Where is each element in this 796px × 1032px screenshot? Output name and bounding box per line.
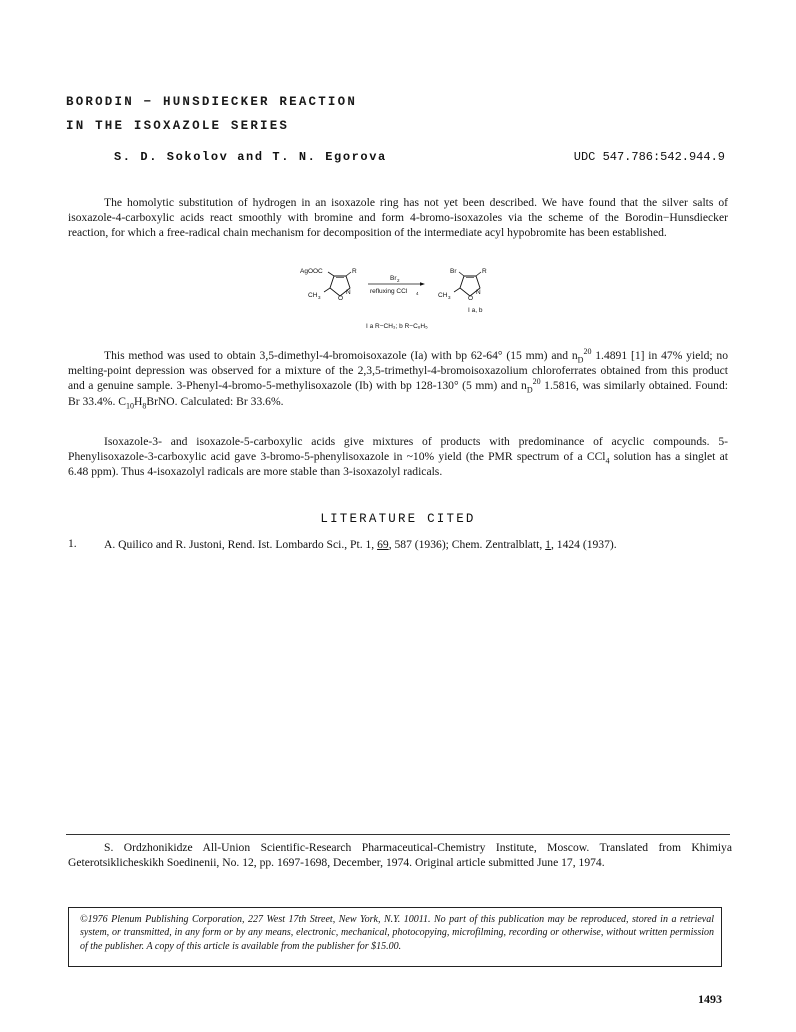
- reagent-top: Br: [390, 275, 397, 282]
- para2-text-c-mid: H: [133, 394, 143, 408]
- product-structure: [438, 268, 487, 314]
- paragraph-2: [68, 348, 728, 409]
- reactant-substituent: R: [352, 268, 357, 275]
- para2-sub-a: D: [577, 355, 584, 365]
- title-line-2: IN THE ISOXAZOLE SERIES: [66, 119, 290, 133]
- reactant-methyl-sub: 3: [318, 295, 321, 300]
- product-methyl: CH: [438, 292, 448, 299]
- product-label: I a, b: [468, 307, 483, 314]
- para2-sub-c2: 8: [142, 400, 147, 410]
- para2-text-d: BrNO. Calculated: Br 33.6%.: [146, 394, 284, 408]
- footnote-rule: [66, 834, 730, 835]
- abstract-paragraph: [68, 195, 728, 241]
- reference-entry: [104, 537, 724, 552]
- reaction-scheme: [280, 264, 520, 334]
- para2-sup-a: 20: [583, 347, 592, 357]
- reagent-top-sub: 2: [397, 278, 400, 283]
- reactant-ring-n: N: [346, 289, 351, 296]
- reactant-structure: [300, 268, 357, 302]
- product-methyl-sub: 3: [448, 295, 451, 300]
- reference-text-mid: , 587 (1936); Chem. Zentralblatt,: [388, 538, 546, 551]
- para2-text-b: 1.4891 [1] in 47% yield; no melting-point depression was observed for a mixture of the 2,3,5-trimethyl-4-bromoisoxazolium chloroferrates obtained from this product and a genuine sample. 3-Phenyl-4-bromo-5-methylisoxazole (Ib) with bp 128-130° (5 mm) and n: [68, 349, 728, 393]
- page-number: 1493: [698, 992, 722, 1006]
- product-ring-n: N: [476, 289, 481, 296]
- reaction-arrow: [368, 275, 425, 296]
- product-group: Br: [450, 268, 457, 275]
- para3-sub-a: 4: [605, 456, 610, 466]
- copyright-text: ©1976 Plenum Publishing Corporation, 227 West 17th Street, New York, N.Y. 10011. No part of this publication may be reproduced, stored in a retrieval system, or transmitted, in any form or by any means, electronic, mechanical, photocopying, microfilming, recording or otherwise, without written permission of the publisher. A copy of this article is available from the publisher for $15.00.: [80, 914, 714, 952]
- reagent-bottom: refluxing CCl: [370, 288, 408, 295]
- para2-sup-b: 20: [532, 377, 541, 387]
- reference-text-post: , 1424 (1937).: [550, 538, 617, 551]
- reference-number: 1.: [68, 537, 77, 550]
- reference-text-pre: A. Quilico and R. Justoni, Rend. Ist. Lombardo Sci., Pt. 1,: [104, 538, 378, 551]
- para3-text-a: Isoxazole-3- and isoxazole-5-carboxylic acids give mixtures of products with predominance of acyclic compounds. 5-Phenylisoxazole-3-carboxylic acid gave 3-bromo-5-phenylisoxazole in ~10% yield (the PMR spectrum of a CCl: [68, 435, 728, 464]
- para2-text-c: 1.5816, was similarly obtained. Found: Br 33.4%. C: [68, 379, 728, 408]
- abstract-text: The homolytic substitution of hydrogen in an isoxazole ring has not yet been described. We have found that the silver salts of isoxazole-4-carboxylic acids react smoothly with bromine and form 4-bromo-isoxazoles via the scheme of the Borodin−Hunsdiecker reaction, for which a free-radical chain mechanism for decomposition of the intermediate acyl hypobromite has been established.: [68, 196, 728, 240]
- para2-text-a: This method was used to obtain 3,5-dimethyl-4-bromoisoxazole (Ia) with bp 62-64° (15 mm) and n: [104, 349, 578, 362]
- reference-volume: 69: [377, 538, 389, 551]
- reactant-group: AgOOC: [300, 268, 323, 275]
- literature-heading: LITERATURE CITED: [320, 512, 476, 526]
- reference-volume-2: 1: [545, 538, 551, 551]
- reactant-methyl: CH: [308, 292, 318, 299]
- reagent-bottom-sub: 4: [416, 291, 419, 296]
- affiliation-note: S. Ordzhonikidze All-Union Scientific-Research Pharmaceutical-Chemistry Institute, Moscow. Translated from Khimiya Geterotsiklicheskikh Soedinenii, No. 12, pp. 1697-1698, December, 1974. Original article submitted June 17, 1974.: [68, 841, 732, 870]
- para3-text-b: solution has a singlet at 6.48 ppm). Thus 4-isoxazolyl radicals are more stable than 3-isoxazolyl radicals.: [68, 450, 728, 479]
- authors: S. D. Sokolov and T. N. Egorova: [114, 150, 387, 164]
- product-substituent: R: [482, 268, 487, 275]
- udc-code: UDC 547.786:542.944.9: [573, 150, 725, 164]
- reactant-ring-o: O: [338, 295, 344, 302]
- para2-sub-b: D: [526, 385, 533, 395]
- product-ring-o: O: [468, 295, 474, 302]
- title-line-1: BORODIN − HUNSDIECKER REACTION: [66, 95, 358, 109]
- paragraph-3: [68, 434, 728, 480]
- para2-sub-c1: 10: [125, 400, 134, 410]
- scheme-legend: I a R−CH₃; b R−C₆H₅: [366, 323, 428, 330]
